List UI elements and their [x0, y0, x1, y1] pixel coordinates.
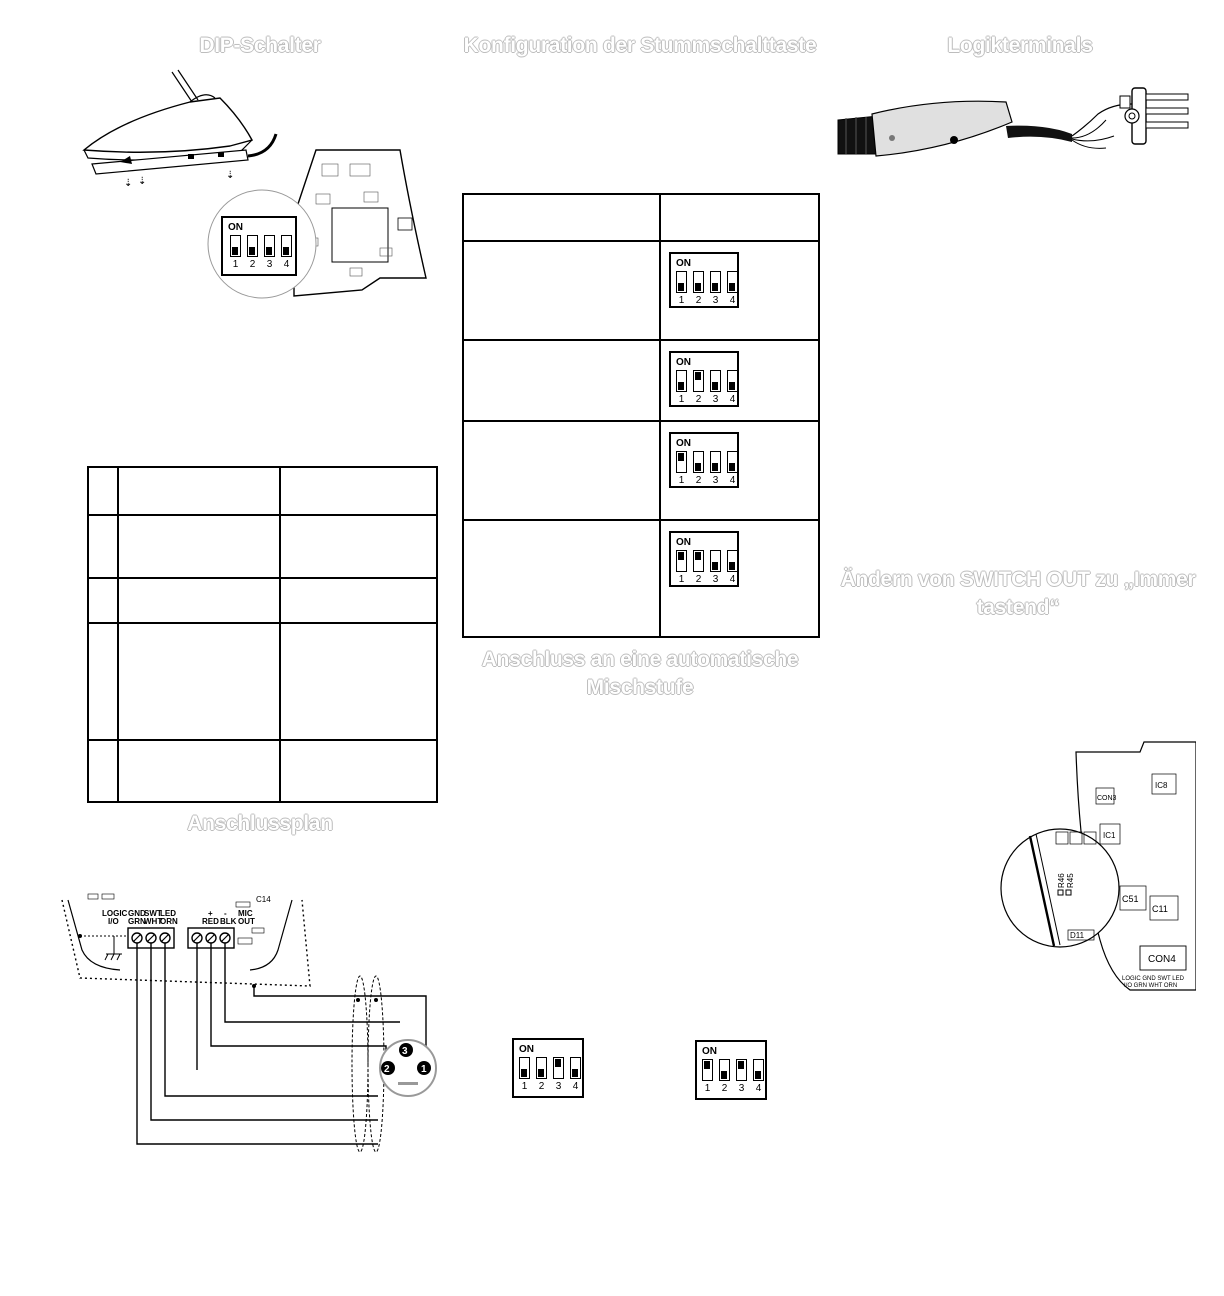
- dip-switch-4: [570, 1057, 581, 1079]
- dip-number: 1: [678, 295, 685, 306]
- dip-on-label: ON: [228, 222, 243, 233]
- label-red: RED: [202, 917, 219, 926]
- mute-config-table: [462, 193, 820, 638]
- dip-switch-2: [719, 1059, 730, 1081]
- label-c14: C14: [256, 895, 271, 904]
- dip-switch-4: [281, 235, 292, 257]
- dip-knob: [695, 283, 701, 291]
- dip-number: 2: [695, 394, 702, 405]
- pcb-con4-label: CON4: [1148, 954, 1176, 965]
- dip-switch-2: [693, 550, 704, 572]
- dip-number: 4: [729, 475, 736, 486]
- dip-knob: [704, 1061, 710, 1069]
- dip-switch-block: [512, 1038, 584, 1098]
- heading-logic-terminals: Logikterminals: [947, 34, 1093, 57]
- dip-number: 3: [555, 1081, 562, 1092]
- dip-knob: [729, 283, 735, 291]
- automix-dip-1: [512, 1038, 584, 1098]
- dip-on-label: ON: [676, 357, 691, 368]
- dip-number: 3: [712, 475, 719, 486]
- dip-switch-block: [669, 531, 739, 587]
- dip-on-label: ON: [519, 1044, 534, 1055]
- dip-knob: [695, 372, 701, 380]
- dip-knob: [721, 1071, 727, 1079]
- svg-text:⇣: ⇣: [124, 178, 133, 189]
- dip-number: 2: [249, 259, 256, 270]
- dip-number: 1: [678, 574, 685, 585]
- dip-on-label: ON: [676, 258, 691, 269]
- dip-switch-3: [710, 550, 721, 572]
- dip-number: 1: [232, 259, 239, 270]
- pcb-c11-label: C11: [1152, 904, 1168, 914]
- dip-knob: [678, 552, 684, 560]
- heading-wiring: Anschlussplan: [187, 812, 333, 835]
- dip-function-table: [87, 466, 438, 803]
- pcb-con3-label: CON3: [1097, 795, 1117, 802]
- dip-number: 3: [738, 1083, 745, 1094]
- pcb-logic-label: LOGIC GND SWT LED: [1122, 976, 1184, 982]
- dip-number: 3: [266, 259, 273, 270]
- dip-number: 3: [712, 394, 719, 405]
- wiring-diagram: [60, 888, 460, 1158]
- pcb-ic8-label: IC8: [1155, 781, 1168, 790]
- dip-knob: [755, 1071, 761, 1079]
- dip-knob: [678, 283, 684, 291]
- dip-knob: [729, 382, 735, 390]
- pcb-d11-label: D11: [1070, 931, 1085, 940]
- pcb-r46-label: R46: [1057, 873, 1066, 888]
- dip-number: 3: [712, 574, 719, 585]
- dip-switch-1: [519, 1057, 530, 1079]
- svg-text:⇣: ⇣: [138, 176, 147, 187]
- dip-knob: [712, 463, 718, 471]
- dip-knob: [712, 382, 718, 390]
- dip-switch-1: [676, 271, 687, 293]
- dip-switch-2: [693, 451, 704, 473]
- dip-number: 4: [755, 1083, 762, 1094]
- pcb-ic1-label: IC1: [1103, 831, 1116, 840]
- heading-mute-config: Konfiguration der Stummschalttaste: [463, 34, 817, 57]
- dip-knob: [695, 463, 701, 471]
- dip-switch-3: [553, 1057, 564, 1079]
- dip-switch-2: [247, 235, 258, 257]
- dip-switch-1: [676, 550, 687, 572]
- xlr-pin-1: 1: [421, 1064, 427, 1075]
- dip-knob: [572, 1069, 578, 1077]
- label-grn: GRN: [128, 917, 146, 926]
- dip-switch-4: [727, 370, 738, 392]
- dip-on-label: ON: [702, 1046, 717, 1057]
- label-out: OUT: [238, 917, 255, 926]
- config-dip-row-2: [669, 351, 739, 407]
- automix-dip-2: [695, 1040, 767, 1100]
- label-orn: ORN: [160, 917, 178, 926]
- dip-number: 4: [729, 394, 736, 405]
- dip-switch-zoom: [221, 216, 297, 276]
- dip-on-label: ON: [676, 537, 691, 548]
- dip-switch-1: [702, 1059, 713, 1081]
- label-mic: MIC: [238, 909, 253, 918]
- dip-switch-2: [536, 1057, 547, 1079]
- dip-switch-3: [710, 271, 721, 293]
- dip-switch-3: [710, 451, 721, 473]
- dip-knob: [538, 1069, 544, 1077]
- config-dip-row-4: [669, 531, 739, 587]
- dip-number: 4: [283, 259, 290, 270]
- xlr-pin-2: 2: [384, 1064, 390, 1075]
- dip-switch-3: [710, 370, 721, 392]
- dip-switch-1: [676, 451, 687, 473]
- dip-knob: [678, 453, 684, 461]
- label-io: I/O: [108, 917, 119, 926]
- dip-switch-2: [693, 271, 704, 293]
- dip-switch-block: [669, 252, 739, 308]
- dip-number: 4: [729, 574, 736, 585]
- switch-out-pcb: [1000, 740, 1196, 996]
- dip-switch-4: [727, 271, 738, 293]
- dip-knob: [738, 1061, 744, 1069]
- dip-number: 2: [695, 475, 702, 486]
- dip-number: 2: [538, 1081, 545, 1092]
- label-gnd: GND: [128, 909, 146, 918]
- label-minus: -: [224, 909, 227, 918]
- dip-on-label: ON: [676, 438, 691, 449]
- dip-switch-1: [230, 235, 241, 257]
- heading-dip-switch: DIP-Schalter: [199, 34, 321, 57]
- dip-switch-block: [669, 432, 739, 488]
- dip-knob: [521, 1069, 527, 1077]
- pcb-c51-label: C51: [1122, 894, 1139, 904]
- label-led: LED: [160, 909, 176, 918]
- dip-number: 1: [704, 1083, 711, 1094]
- heading-switch-out: Ändern von SWITCH OUT zu „Immer tastend“: [840, 568, 1196, 619]
- dip-switch-4: [753, 1059, 764, 1081]
- dip-switch-block: [669, 351, 739, 407]
- dip-knob: [729, 562, 735, 570]
- dip-switch-4: [727, 550, 738, 572]
- config-dip-row-3: [669, 432, 739, 488]
- dip-number: 2: [721, 1083, 728, 1094]
- dip-knob: [712, 562, 718, 570]
- label-blk: BLK: [220, 917, 237, 926]
- dip-number: 4: [572, 1081, 579, 1092]
- dip-knob: [555, 1059, 561, 1067]
- pcb-logic-label-2: I/O GRN WHT ORN: [1124, 983, 1178, 989]
- dip-knob: [695, 552, 701, 560]
- dip-switch-3: [736, 1059, 747, 1081]
- dip-number: 2: [695, 574, 702, 585]
- dip-knob: [729, 463, 735, 471]
- dip-number: 1: [678, 475, 685, 486]
- dip-switch-block: [695, 1040, 767, 1100]
- svg-text:⇣: ⇣: [226, 170, 235, 181]
- label-wht: WHT: [144, 917, 163, 926]
- logic-terminal-connector: [836, 84, 1196, 164]
- dip-number: 3: [712, 295, 719, 306]
- pcb-r45-label: R45: [1066, 873, 1075, 888]
- dip-switch-1: [676, 370, 687, 392]
- dip-number: 2: [695, 295, 702, 306]
- dip-knob: [678, 382, 684, 390]
- dip-knob: [712, 283, 718, 291]
- config-dip-row-1: [669, 252, 739, 308]
- dip-number: 4: [729, 295, 736, 306]
- heading-automix: Anschluss an eine automatische Mischstufe: [481, 648, 799, 699]
- xlr-pin-3: 3: [402, 1046, 408, 1057]
- dip-switch-4: [727, 451, 738, 473]
- dip-number: 1: [521, 1081, 528, 1092]
- label-plus: +: [208, 909, 213, 918]
- label-logic: LOGIC: [102, 909, 128, 918]
- dip-switch-2: [693, 370, 704, 392]
- dip-number: 1: [678, 394, 685, 405]
- dip-switch-3: [264, 235, 275, 257]
- label-swt: SWT: [144, 909, 162, 918]
